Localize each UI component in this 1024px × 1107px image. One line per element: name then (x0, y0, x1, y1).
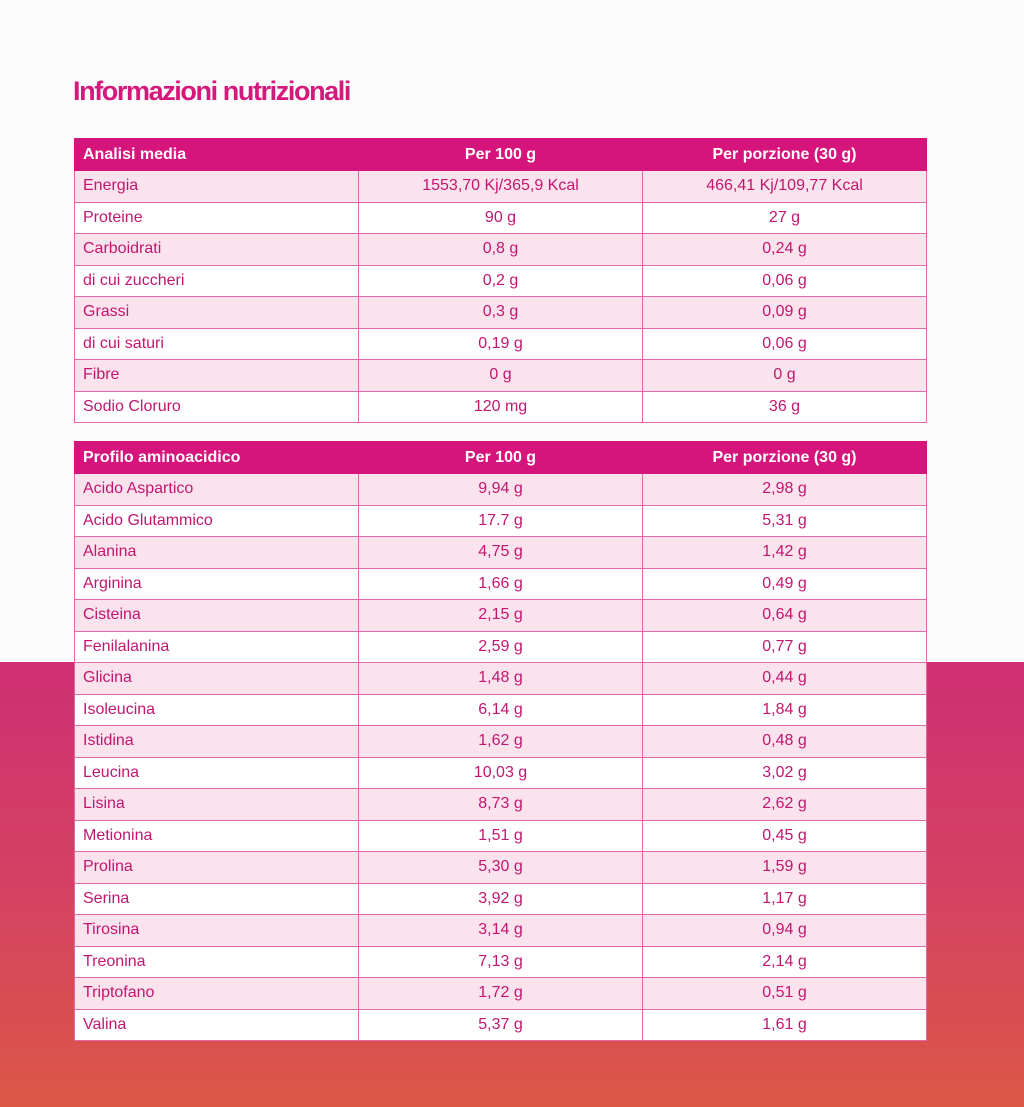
value-per-100g: 6,14 g (359, 694, 643, 726)
table-row (75, 474, 927, 506)
value-per-100g: 0,2 g (359, 265, 643, 297)
row-label: Fibre (75, 360, 359, 392)
row-label: Tirosina (75, 915, 359, 947)
value-per-100g: 0,8 g (359, 234, 643, 266)
table-row (75, 852, 927, 884)
value-per-porzione: 1,42 g (643, 537, 927, 569)
value-per-100g: 5,30 g (359, 852, 643, 884)
row-label: Cisteina (75, 600, 359, 632)
value-per-porzione: 0 g (643, 360, 927, 392)
value-per-100g: 3,92 g (359, 883, 643, 915)
value-per-100g: 4,75 g (359, 537, 643, 569)
column-header-profilo-aminoacidico: Profilo aminoacidico (75, 442, 359, 474)
row-label: Lisina (75, 789, 359, 821)
table-row (75, 631, 927, 663)
value-per-porzione: 1,61 g (643, 1009, 927, 1041)
row-label: Sodio Cloruro (75, 391, 359, 423)
table-row (75, 915, 927, 947)
value-per-porzione: 2,62 g (643, 789, 927, 821)
table-row (75, 568, 927, 600)
row-label: Prolina (75, 852, 359, 884)
value-per-100g: 7,13 g (359, 946, 643, 978)
row-label: Istidina (75, 726, 359, 758)
table-row (75, 978, 927, 1010)
table-row (75, 265, 927, 297)
page-title: Informazioni nutrizionali (73, 76, 350, 106)
value-per-100g: 1553,70 Kj/365,9 Kcal (359, 171, 643, 203)
table-header-row (75, 442, 927, 474)
nutrition-rows (75, 171, 927, 423)
row-label: Alanina (75, 537, 359, 569)
row-label: Fenilalanina (75, 631, 359, 663)
table-row (75, 391, 927, 423)
value-per-100g: 9,94 g (359, 474, 643, 506)
value-per-porzione: 0,06 g (643, 328, 927, 360)
value-per-porzione: 5,31 g (643, 505, 927, 537)
table-row (75, 883, 927, 915)
table-row (75, 757, 927, 789)
row-label: Arginina (75, 568, 359, 600)
value-per-100g: 1,62 g (359, 726, 643, 758)
table-row (75, 171, 927, 203)
value-per-porzione: 1,84 g (643, 694, 927, 726)
row-label: Leucina (75, 757, 359, 789)
row-label: Acido Aspartico (75, 474, 359, 506)
row-label: Valina (75, 1009, 359, 1041)
value-per-100g: 0,3 g (359, 297, 643, 329)
value-per-porzione: 3,02 g (643, 757, 927, 789)
table-header-row (75, 139, 927, 171)
value-per-100g: 1,48 g (359, 663, 643, 695)
table-row (75, 297, 927, 329)
table-row (75, 360, 927, 392)
row-label: Serina (75, 883, 359, 915)
value-per-porzione: 0,49 g (643, 568, 927, 600)
table-row (75, 234, 927, 266)
value-per-porzione: 1,17 g (643, 883, 927, 915)
value-per-porzione: 36 g (643, 391, 927, 423)
table-row (75, 663, 927, 695)
value-per-porzione: 1,59 g (643, 852, 927, 884)
value-per-porzione: 0,24 g (643, 234, 927, 266)
column-header-per-100g: Per 100 g (359, 442, 643, 474)
value-per-100g: 1,72 g (359, 978, 643, 1010)
row-label: Energia (75, 171, 359, 203)
value-per-porzione: 0,44 g (643, 663, 927, 695)
row-label: Carboidrati (75, 234, 359, 266)
value-per-100g: 0,19 g (359, 328, 643, 360)
column-header-per-100g: Per 100 g (359, 139, 643, 171)
table-row (75, 726, 927, 758)
value-per-100g: 1,51 g (359, 820, 643, 852)
value-per-porzione: 0,09 g (643, 297, 927, 329)
column-header-per-porzione: Per porzione (30 g) (643, 139, 927, 171)
row-label: di cui zuccheri (75, 265, 359, 297)
row-label: di cui saturi (75, 328, 359, 360)
nutrition-table (74, 138, 927, 423)
value-per-porzione: 466,41 Kj/109,77 Kcal (643, 171, 927, 203)
row-label: Treonina (75, 946, 359, 978)
value-per-porzione: 0,64 g (643, 600, 927, 632)
table-row (75, 820, 927, 852)
value-per-porzione: 27 g (643, 202, 927, 234)
row-label: Grassi (75, 297, 359, 329)
table-row (75, 600, 927, 632)
table-row (75, 694, 927, 726)
row-label: Metionina (75, 820, 359, 852)
value-per-100g: 8,73 g (359, 789, 643, 821)
table-row (75, 946, 927, 978)
value-per-100g: 90 g (359, 202, 643, 234)
value-per-100g: 120 mg (359, 391, 643, 423)
column-header-per-porzione: Per porzione (30 g) (643, 442, 927, 474)
row-label: Isoleucina (75, 694, 359, 726)
value-per-porzione: 0,77 g (643, 631, 927, 663)
amino-profile-table (74, 441, 927, 1041)
value-per-porzione: 0,51 g (643, 978, 927, 1010)
table-row (75, 505, 927, 537)
table-row (75, 328, 927, 360)
value-per-100g: 2,59 g (359, 631, 643, 663)
row-label: Acido Glutammico (75, 505, 359, 537)
table-row (75, 537, 927, 569)
value-per-100g: 5,37 g (359, 1009, 643, 1041)
table-row (75, 789, 927, 821)
value-per-porzione: 0,94 g (643, 915, 927, 947)
value-per-100g: 3,14 g (359, 915, 643, 947)
value-per-100g: 10,03 g (359, 757, 643, 789)
value-per-porzione: 0,45 g (643, 820, 927, 852)
value-per-100g: 1,66 g (359, 568, 643, 600)
value-per-100g: 2,15 g (359, 600, 643, 632)
table-row (75, 202, 927, 234)
value-per-porzione: 0,06 g (643, 265, 927, 297)
table-row (75, 1009, 927, 1041)
row-label: Glicina (75, 663, 359, 695)
value-per-porzione: 2,14 g (643, 946, 927, 978)
column-header-analisi-media: Analisi media (75, 139, 359, 171)
amino-rows (75, 474, 927, 1041)
row-label: Proteine (75, 202, 359, 234)
value-per-porzione: 2,98 g (643, 474, 927, 506)
value-per-100g: 17.7 g (359, 505, 643, 537)
row-label: Triptofano (75, 978, 359, 1010)
value-per-porzione: 0,48 g (643, 726, 927, 758)
value-per-100g: 0 g (359, 360, 643, 392)
